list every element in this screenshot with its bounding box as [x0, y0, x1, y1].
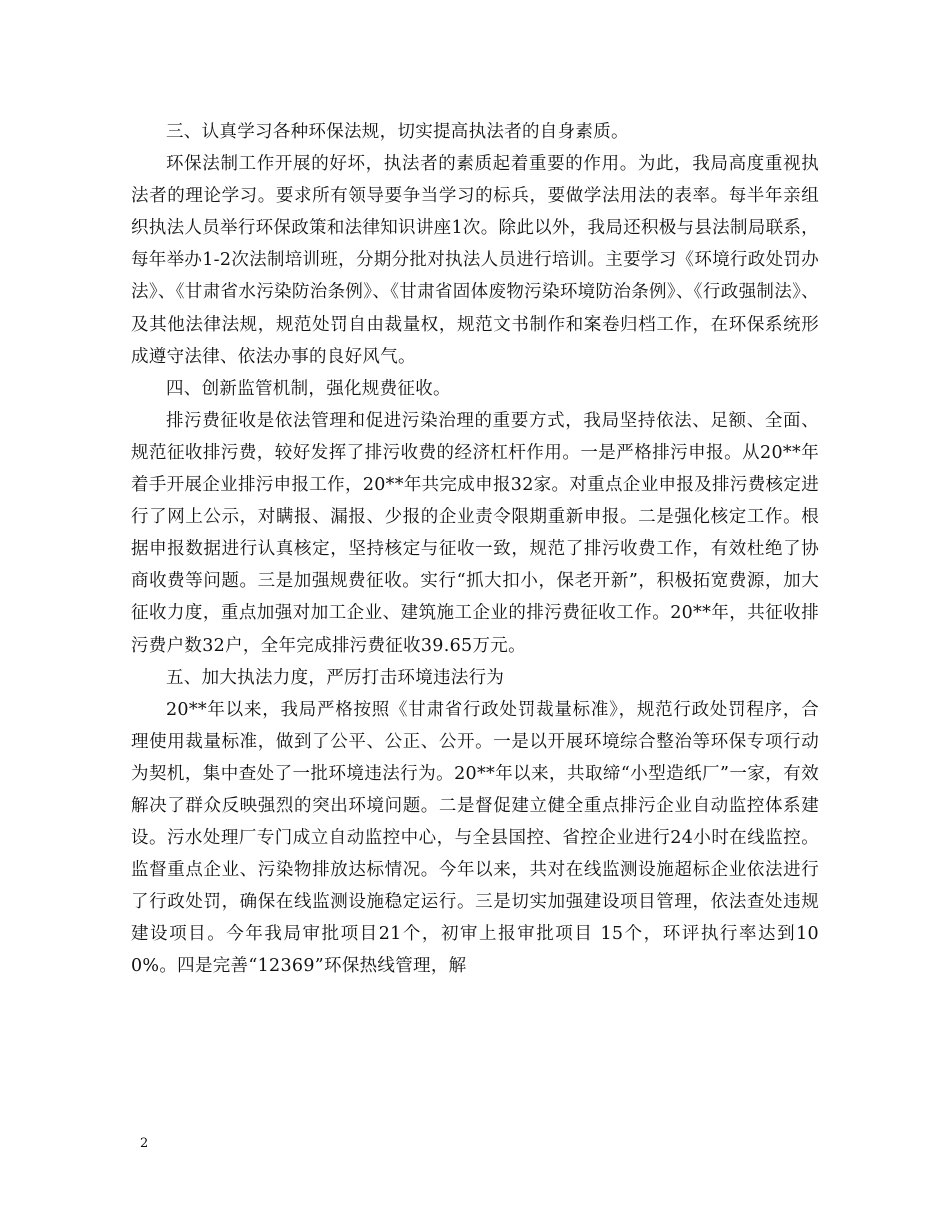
document-body [131, 116, 819, 983]
paragraph-fee-collection: 排污费征收是依法管理和促进污染治理的重要方式，我局坚持依法、足额、全面、规范征收排污费，较好发挥了排污收费的经济杠杆作用。一是严格排污申报。从20**年着手开展企业排污申报工作，20**年共完成申报32家。对重点企业申报及排污费核定进行了网上公示，对瞒报、漏报、少报的企业责令限期重新申报。二是强化核定工作。根据申报数据进行认真核定，坚持核定与征收一致，规范了排污收费工作，有效杜绝了协商收费等问题。三是加强规费征收。实行“抓大扣小，保老开新”，积极拓宽费源，加大征收力度，重点加强对加工企业、建筑施工企业的排污费征收工作。20**年，共征收排污费户数32户，全年完成排污费征收39.65万元。 [131, 410, 819, 656]
paragraph-legal-training: 环保法制工作开展的好坏，执法者的素质起着重要的作用。为此，我局高度重视执法者的理论学习。要求所有领导要争当学习的标兵，要做学法用法的表率。每半年亲组织执法人员举行环保政策和法律知识讲座1次。除此以外，我局还积极与县法制局联系，每年举办1-2次法制培训班，分期分批对执法人员进行培训。主要学习《环境行政处罚办法》、《甘肃省水污染防治条例》、《甘肃省固体废物污染环境防治条例》、《行政强制法》、及其他法律法规，规范处罚自由裁量权，规范文书制作和案卷归档工作，在环保系统形成遵守法律、依法办事的良好风气。 [131, 154, 819, 367]
page-number: 2 [140, 1136, 149, 1151]
section-heading-4: 四、创新监管机制，强化规费征收。 [166, 378, 451, 399]
section-heading-3: 三、认真学习各种环保法规，切实提高执法者的自身素质。 [166, 122, 629, 142]
paragraph-enforcement: 20**年以来，我局严格按照《甘肃省行政处罚裁量标准》，规范行政处罚程序，合理使用裁量标准，做到了公平、公正、公开。一是以开展环境综合整治等环保专项行动为契机，集中查处了一批环境违法行为。20**年以来，共取缔“小型造纸厂”一家，有效解决了群众反映强烈的突出环境问题。二是督促建立健全重点排污企业自动监控体系建设。污水处理厂专门成立自动监控中心，与全县国控、省控企业进行24小时在线监控。监督重点企业、污染物排放达标情况。今年以来，共对在线监测设施超标企业依法进行了行政处罚，确保在线监测设施稳定运行。三是切实加强建设项目管理，依法查处违规建设项目。今年我局审批项目21个，初审上报审批项目 15个，环评执行率达到100%。四是完善“12369”环保热线管理，解 [131, 699, 819, 977]
section-heading-5: 五、加大执法力度，严厉打击环境违法行为 [166, 667, 505, 688]
